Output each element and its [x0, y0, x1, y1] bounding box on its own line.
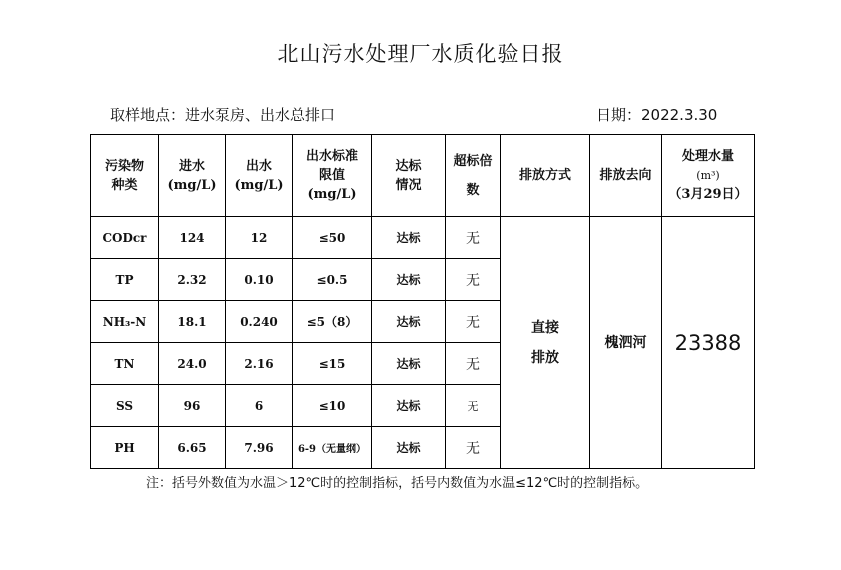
row-outflow: 0.240 [226, 301, 293, 343]
header-limit [293, 135, 372, 217]
header-discharge-method: 排放方式 [501, 135, 590, 217]
row-exceed: 无 [446, 259, 501, 301]
header-row [91, 135, 755, 217]
header-status-line2: 情况 [395, 177, 422, 193]
header-outflow-line1: 出水 [245, 158, 272, 174]
row-limit: 6-9（无量纲） [293, 427, 372, 469]
sampling-location: 取样地点：进水泵房、出水总排口 [110, 106, 336, 124]
header-outflow-line2: (mg/L) [234, 177, 284, 193]
header-pollutant [91, 135, 159, 217]
row-name: SS [91, 385, 159, 427]
header-volume-line2: (m³) [696, 169, 720, 182]
header-exceed [446, 135, 501, 217]
footnote: 注：括号外数值为水温＞12℃时的控制指标，括号内数值为水温≤12℃时的控制指标。 [146, 476, 649, 491]
row-status: 达标 [372, 217, 446, 259]
row-name: TP [91, 259, 159, 301]
header-status [372, 135, 446, 217]
row-exceed: 无 [446, 217, 501, 259]
row-status: 达标 [372, 385, 446, 427]
row-inflow: 96 [159, 385, 226, 427]
row-inflow: 24.0 [159, 343, 226, 385]
row-name: CODcr [91, 217, 159, 259]
row-inflow: 18.1 [159, 301, 226, 343]
row-name: TN [91, 343, 159, 385]
header-inflow [159, 135, 226, 217]
header-exceed-line2: 数 [466, 182, 480, 198]
report-date: 日期：2022.3.30 [596, 106, 718, 124]
row-exceed: 无 [446, 343, 501, 385]
header-inflow-line1: 进水 [178, 158, 205, 174]
row-name: NH₃-N [91, 301, 159, 343]
water-quality-table [90, 134, 755, 469]
row-limit: ≤50 [293, 217, 372, 259]
row-limit: ≤0.5 [293, 259, 372, 301]
row-status: 达标 [372, 301, 446, 343]
row-exceed: 无 [446, 301, 501, 343]
discharge-method-line1: 直接 [531, 319, 559, 336]
row-status: 达标 [372, 427, 446, 469]
row-outflow: 6 [226, 385, 293, 427]
header-volume-line1: 处理水量 [681, 149, 734, 164]
row-exceed: 无 [446, 385, 501, 427]
discharge-destination-cell: 槐泗河 [590, 217, 662, 469]
header-status-line1: 达标 [395, 158, 422, 174]
header-limit-line1: 出水标准 [305, 149, 358, 164]
header-volume [662, 135, 755, 217]
row-inflow: 6.65 [159, 427, 226, 469]
treated-volume-cell: 23388 [662, 217, 755, 469]
header-inflow-line2: (mg/L) [167, 177, 217, 193]
row-status: 达标 [372, 259, 446, 301]
row-outflow: 0.10 [226, 259, 293, 301]
header-exceed-line1: 超标倍 [453, 153, 493, 169]
row-inflow: 2.32 [159, 259, 226, 301]
discharge-method-line2: 排放 [531, 349, 559, 366]
row-inflow: 124 [159, 217, 226, 259]
row-outflow: 2.16 [226, 343, 293, 385]
discharge-method-cell [501, 217, 590, 469]
header-outflow [226, 135, 293, 217]
row-status: 达标 [372, 343, 446, 385]
table-row [91, 217, 755, 259]
row-exceed: 无 [446, 427, 501, 469]
row-outflow: 12 [226, 217, 293, 259]
row-outflow: 7.96 [226, 427, 293, 469]
header-limit-line3: (mg/L) [307, 187, 357, 202]
row-limit: ≤10 [293, 385, 372, 427]
header-pollutant-line1: 污染物 [104, 158, 144, 174]
row-limit: ≤15 [293, 343, 372, 385]
header-pollutant-line2: 种类 [111, 177, 138, 193]
report-title: 北山污水处理厂水质化验日报 [277, 42, 564, 66]
header-limit-line2: 限值 [318, 168, 345, 183]
header-volume-line3: （3月29日） [668, 187, 748, 202]
row-limit: ≤5（8） [293, 301, 372, 343]
header-discharge-destination: 排放去向 [590, 135, 662, 217]
row-name: PH [91, 427, 159, 469]
